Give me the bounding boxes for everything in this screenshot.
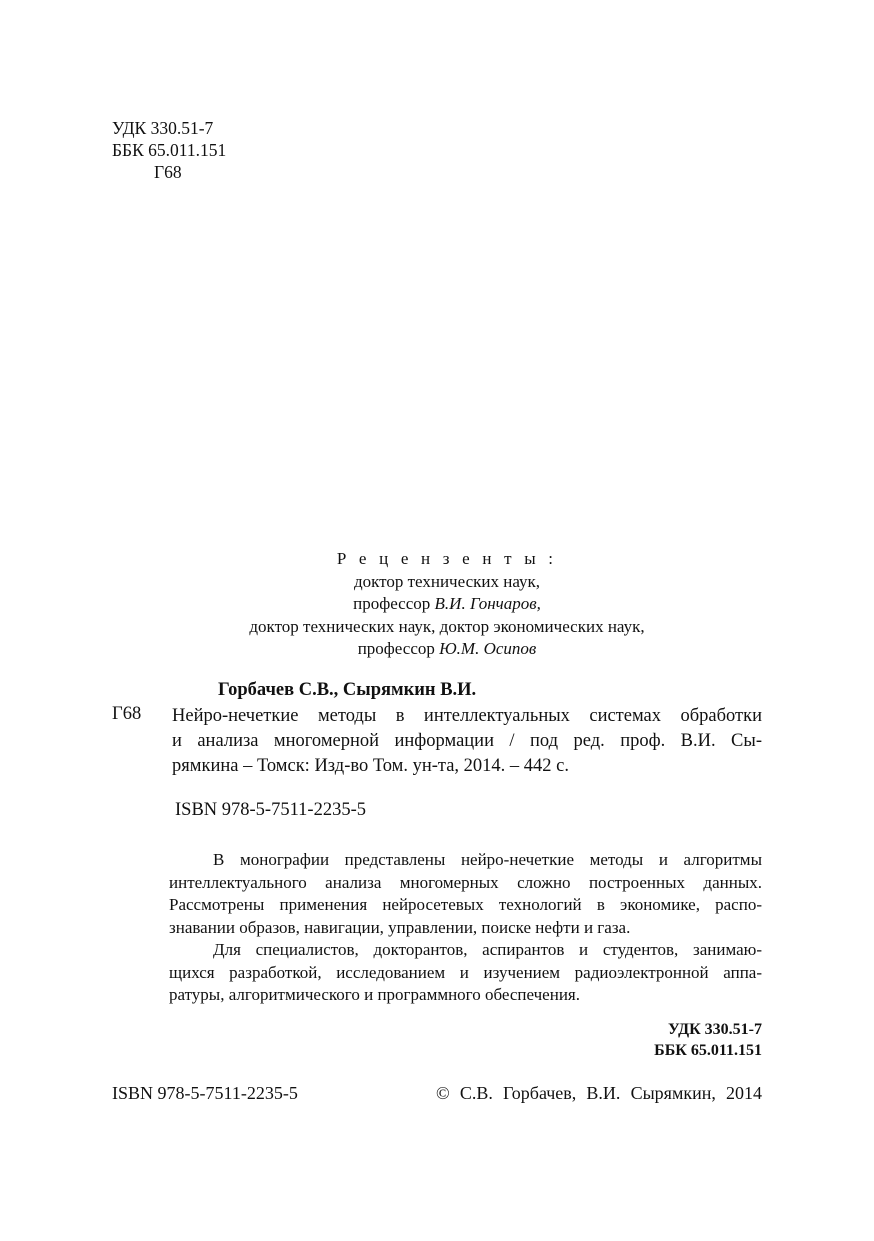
annotation-p2-line-3: ратуры, алгоритмического и программного обеспечения.: [169, 985, 580, 1004]
catalog-isbn: ISBN 978-5-7511-2235-5: [175, 800, 366, 820]
bbk-code: ББК 65.011.151: [112, 140, 227, 160]
annotation-p1-line-4: знавании образов, навигации, управлении, поиске нефти и газа.: [169, 917, 631, 937]
annotation-p1-line-1: В монографии представлены нейро-нечеткие методы и алгоритмы: [213, 850, 762, 869]
annotation-p1-line-3: Рассмотрены применения нейросетевых технологий в экономике, распо-: [169, 895, 762, 914]
annotation-block: [169, 849, 762, 1007]
reviewers-block: [0, 548, 874, 661]
author-mark: Г68: [154, 162, 182, 182]
catalog-line-3: рямкина – Томск: Изд-во Том. ун-та, 2014. – 442 с.: [172, 756, 570, 776]
annotation-p2-line-1: Для специалистов, докторантов, аспирантов и студентов, занимаю-: [213, 940, 762, 959]
catalog-authors: Горбачев С.В., Сырямкин В.И.: [218, 680, 477, 700]
classification-block: [112, 117, 226, 183]
annotation-p2-line-2: щихся разработкой, исследованием и изучением радиоэлектронной аппа-: [169, 962, 762, 982]
reviewer-1-title: профессор: [353, 594, 431, 613]
footer-copyright: © С.В. Горбачев, В.И. Сырямкин, 2014: [436, 1083, 762, 1103]
annotation-p1-line-2: интеллектуального анализа многомерных сложно построенных данных.: [169, 872, 762, 892]
catalog-code: Г68: [112, 704, 142, 724]
footer-codes: [562, 1019, 762, 1061]
reviewer-2-name: Ю.М. Осипов: [439, 639, 537, 658]
reviewers-heading: Р е ц е н з е н т ы :: [336, 549, 558, 568]
footer-isbn: ISBN 978-5-7511-2235-5: [112, 1083, 298, 1103]
footer-bbk: ББК 65.011.151: [654, 1042, 762, 1059]
catalog-description: [172, 704, 762, 779]
reviewer-2-line: [0, 638, 874, 661]
reviewer-2-degree: доктор технических наук, доктор экономических наук,: [249, 616, 645, 636]
catalog-line-1: Нейро-нечеткие методы в интеллектуальных системах обработки: [172, 706, 762, 726]
reviewer-1-line: [0, 593, 874, 616]
catalog-line-2: и анализа многомерной информации / под ред. проф. В.И. Сы-: [172, 731, 762, 751]
udk-code: УДК 330.51-7: [112, 118, 214, 138]
reviewer-2-title: профессор: [357, 639, 435, 658]
footer-udk: УДК 330.51-7: [667, 1021, 762, 1038]
reviewer-1-name: В.И. Гончаров,: [434, 594, 541, 613]
reviewer-1-degree: доктор технических наук,: [353, 571, 541, 591]
